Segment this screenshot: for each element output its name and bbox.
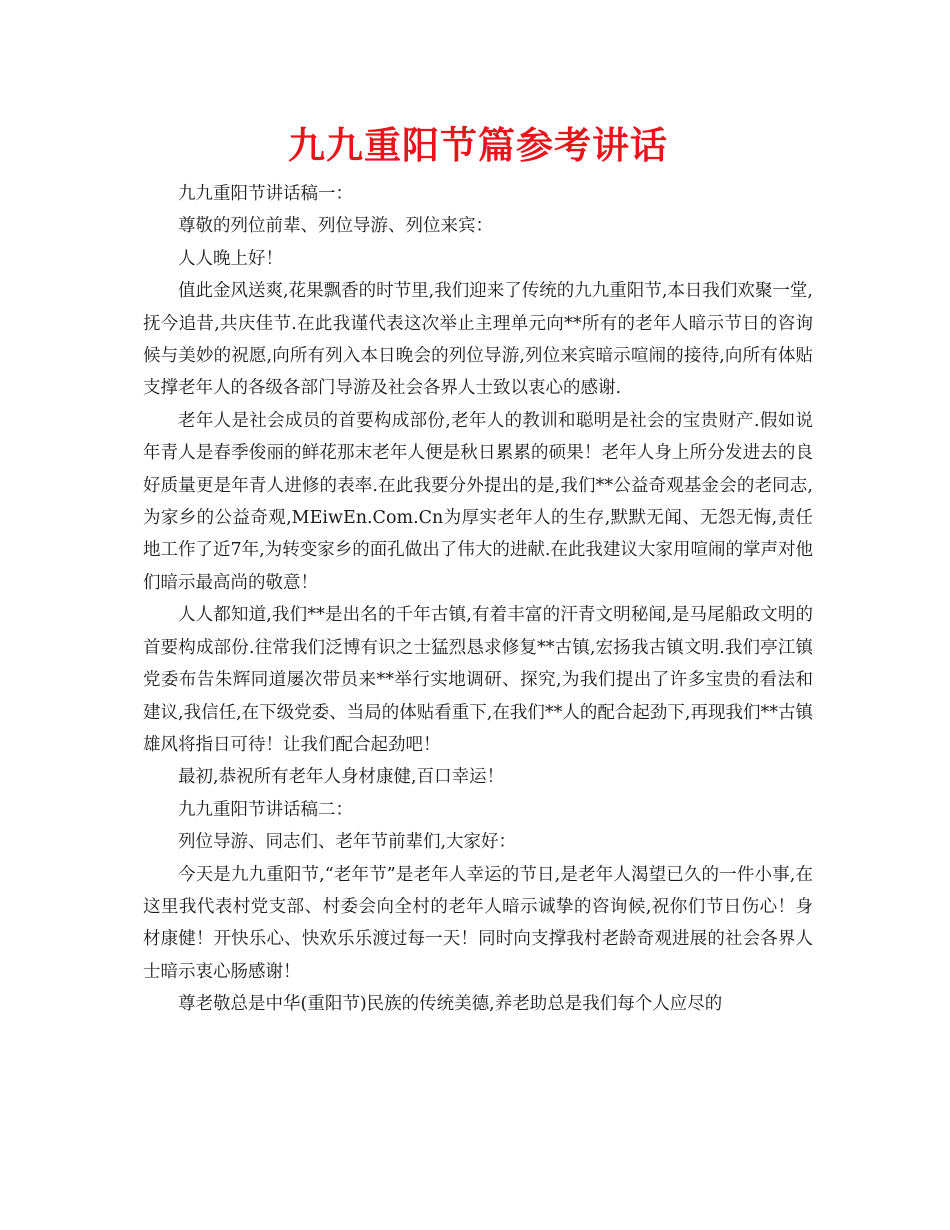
paragraph-salutation-2: 列位导游、同志们、老年节前辈们,大家好： [178,832,517,853]
paragraph-body: 值此金风送爽,花果飘香的时节里,我们迎来了传统的九九重阳节,本日我们欢聚一堂,抚今追昔,共庆佳节.在此我谨代表这次举止主理单元向**所有的老年人暗示节日的咨询候与美妙的祝愿,向所有列入本日晚会的列位导游,列位来宾暗示喧闹的接待,向所有体贴支撑老年人的各级各部门导游及社会各界人士致以衷心的感谢. [143,281,813,399]
document-title: 九九重阳节篇参考讲话 [288,124,668,167]
paragraph-salutation-1: 尊敬的列位前辈、列位导游、列位来宾： [178,216,493,237]
paragraph-greeting-1: 人人晚上好！ [178,248,283,269]
paragraph-heading-speech-1: 九九重阳节讲话稿一： [178,184,353,204]
paragraph-body: 人人都知道,我们**是出名的千年古镇,有着丰富的汗青文明秘闻,是马尾船政文明的首要构成部份.往常我们泛博有识之士猛烈恳求修复**古镇,宏扬我古镇文明.我们亭江镇党委布告朱辉同道屡次带员来**举行实地调研、探究,为我们提出了许多宝贵的看法和建议,我信任,在下级党委、当局的体贴看重下,在我们**人的配合起劲下,再现我们**古镇雄风将指日可待！让我们配合起劲吧！ [143,605,813,755]
paragraph-heading-speech-2: 九九重阳节讲话稿二： [178,799,353,820]
paragraph-closing-1: 最初,恭祝所有老年人身材康健,百口幸运！ [178,767,505,788]
paragraph-body: 今天是九九重阳节,“老年节”是老年人幸运的节日,是老年人渴望已久的一件小事,在这里我代表村党支部、村委会向全村的老年人暗示诚挚的咨询候,祝你们节日伤心！身材康健！开快乐心、快欢乐乐渡过每一天！同时向支撑我村老龄奇观进展的社会各界人士暗示衷心肠感谢！ [143,864,813,982]
paragraph-body: 老年人是社会成员的首要构成部份,老年人的教训和聪明是社会的宝贵财产.假如说年青人是春季俊丽的鲜花那末老年人便是秋日累累的硕果！老年人身上所分发进去的良好质量更是年青人进修的表率.在此我要分外提出的是,我们**公益奇观基金会的老同志,为家乡的公益奇观,MEiwEn.Com.Cn为厚实老年人的生存,默默无闻、无怨无悔,责任地工作了近7年,为转变家乡的面孔做出了伟大的进献.在此我建议大家用喧闹的掌声对他们暗示最高尚的敬意！ [143,410,813,593]
document-page [143,120,813,1021]
paragraph-body: 尊老敬总是中华(重阳节)民族的传统美德,养老助总是我们每个人应尽的 [178,994,723,1015]
